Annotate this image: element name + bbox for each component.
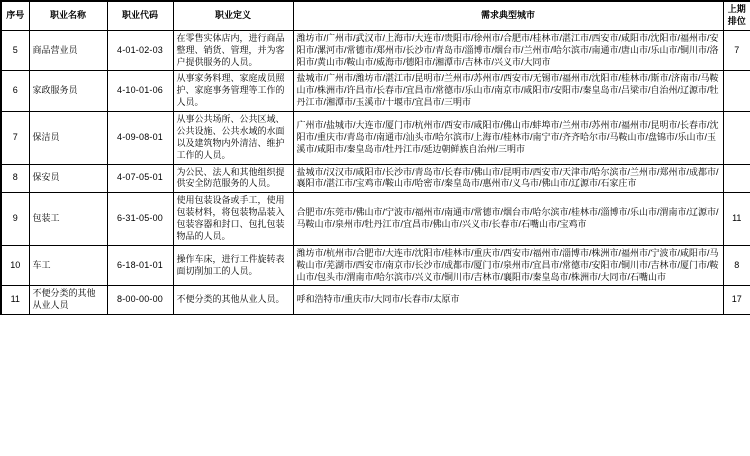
cell-occupation-code: 8-00-00-00 [107, 286, 173, 315]
cell-previous-rank [723, 112, 750, 165]
cell-definition: 操作车床，进行工件旋转表面切削加工的人员。 [173, 245, 293, 286]
cell-seq: 6 [1, 71, 29, 112]
column-header-rank-line2: 排位 [727, 15, 746, 26]
cell-seq: 11 [1, 286, 29, 315]
table-row [1, 112, 750, 165]
cell-previous-rank [723, 164, 750, 193]
column-header-cities: 需求典型城市 [293, 1, 723, 30]
column-header-rank-line1: 上期 [727, 4, 746, 14]
cell-occupation-name: 保安员 [29, 164, 107, 193]
cell-occupation-name: 保洁员 [29, 112, 107, 165]
cell-cities: 潍坊市/杭州市/合肥市/大连市/沈阳市/桂林市/重庆市/西安市/福州市/淄博市/株洲市/福州市/宁波市/咸阳市/马鞍山市/芜湖市/西安市/南京市/长沙市/成都市/厦门市/泉州市/宜昌市/常德市/安阳市/铜川市/吉林市/厦门市/鞍山市/包头市/渭南市/哈尔滨市/兴义市/铜川市/吉林市/襄阳市/秦皇岛市/株洲市/大同市/石嘴山市 [293, 245, 723, 286]
cell-occupation-name: 商品营业员 [29, 30, 107, 71]
table-row [1, 30, 750, 71]
cell-occupation-name: 车工 [29, 245, 107, 286]
cell-definition: 不便分类的其他从业人员。 [173, 286, 293, 315]
cell-seq: 9 [1, 193, 29, 246]
cell-cities: 合肥市/东莞市/佛山市/宁波市/福州市/南通市/常德市/烟台市/哈尔滨市/桂林市/淄博市/乐山市/渭南市/辽源市/马鞍山市/泉州市/牡丹江市/宜昌市/佛山市/兴义市/长春市/石嘴山市/宝鸡市 [293, 193, 723, 246]
cell-previous-rank [723, 71, 750, 112]
cell-occupation-code: 4-09-08-01 [107, 112, 173, 165]
cell-cities: 呼和浩特市/重庆市/大同市/长春市/太原市 [293, 286, 723, 315]
cell-definition: 在零售实体店内，进行商品整理、销货、管理，并为客户提供服务的人员。 [173, 30, 293, 71]
cell-cities: 潍坊市/广州市/武汉市/上海市/大连市/贵阳市/徐州市/合肥市/桂林市/湛江市/西安市/咸阳市/沈阳市/福州市/安阳市/漯河市/常德市/郑州市/长沙市/青岛市/淄博市/烟台市/兰州市/哈尔滨市/南通市/唐山市/乐山市/铜川市/洛阳市/黄山市/鞍山市/威海市/德阳市/湘潭市/吉林市/兴义市/大同市 [293, 30, 723, 71]
table-row [1, 193, 750, 246]
column-header-name: 职业名称 [29, 1, 107, 30]
cell-definition: 从事公共场所、公共区域、公共设施、公共水域的水面以及建筑物内外清洁、维护工作的人员。 [173, 112, 293, 165]
cell-definition: 使用包装设备或手工，使用包装材料，将包装物品装入包装容器和封口、包扎包装物品的人员。 [173, 193, 293, 246]
table-row [1, 71, 750, 112]
cell-definition: 从事家务料理、家庭成员照护、家庭事务管理等工作的人员。 [173, 71, 293, 112]
cell-previous-rank: 17 [723, 286, 750, 315]
cell-definition: 为公民、法人和其他组织提供安全防范服务的人员。 [173, 164, 293, 193]
cell-seq: 10 [1, 245, 29, 286]
cell-cities: 广州市/盐城市/大连市/厦门市/杭州市/西安市/咸阳市/佛山市/蚌埠市/兰州市/苏州市/福州市/昆明市/长春市/沈阳市/重庆市/青岛市/南通市/汕头市/哈尔滨市/上海市/桂林市/南宁市/齐齐哈尔市/马鞍山市/盘锦市/乐山市/玉溪市/咸阳市/秦皇岛市/牡丹江市/延边朝鲜族自治州/三明市 [293, 112, 723, 165]
column-header-code: 职业代码 [107, 1, 173, 30]
column-header-definition: 职业定义 [173, 1, 293, 30]
table-row [1, 286, 750, 315]
table-row [1, 164, 750, 193]
table-header [1, 1, 750, 30]
cell-occupation-name: 包装工 [29, 193, 107, 246]
cell-previous-rank: 8 [723, 245, 750, 286]
table-body [1, 30, 750, 314]
cell-cities: 盐城市/汉汉市/咸阳市/长沙市/青岛市/长春市/佛山市/昆明市/西安市/天津市/哈尔滨市/兰州市/郑州市/成都市/襄阳市/湛江市/宝鸡市/鞍山市/哈密市/秦皇岛市/惠州市/义乌市/佛山市/辽源市/石家庄市 [293, 164, 723, 193]
table-header-row [1, 1, 750, 30]
cell-occupation-code: 4-10-01-06 [107, 71, 173, 112]
cell-seq: 8 [1, 164, 29, 193]
cell-occupation-code: 4-07-05-01 [107, 164, 173, 193]
column-header-seq: 序号 [1, 1, 29, 30]
cell-seq: 5 [1, 30, 29, 71]
cell-cities: 盐城市/广州市/潍坊市/湛江市/昆明市/兰州市/苏州市/西安市/无锡市/福州市/沈阳市/桂林市/斯市/济南市/马鞍山市/株洲市/许昌市/长春市/宜昌市/常德市/乐山市/南京市/咸阳市/安阳市/秦皇岛市/吕梁市/自治州/辽源市/牡丹江市/湘潭市/玉溪市/十堰市/宜昌市/三明市 [293, 71, 723, 112]
cell-occupation-code: 6-31-05-00 [107, 193, 173, 246]
cell-seq: 7 [1, 112, 29, 165]
cell-previous-rank: 7 [723, 30, 750, 71]
table-row [1, 245, 750, 286]
cell-occupation-name: 家政服务员 [29, 71, 107, 112]
cell-occupation-code: 4-01-02-03 [107, 30, 173, 71]
cell-previous-rank: 11 [723, 193, 750, 246]
cell-occupation-name: 不便分类的其他从业人员 [29, 286, 107, 315]
cell-occupation-code: 6-18-01-01 [107, 245, 173, 286]
column-header-rank [723, 1, 750, 30]
